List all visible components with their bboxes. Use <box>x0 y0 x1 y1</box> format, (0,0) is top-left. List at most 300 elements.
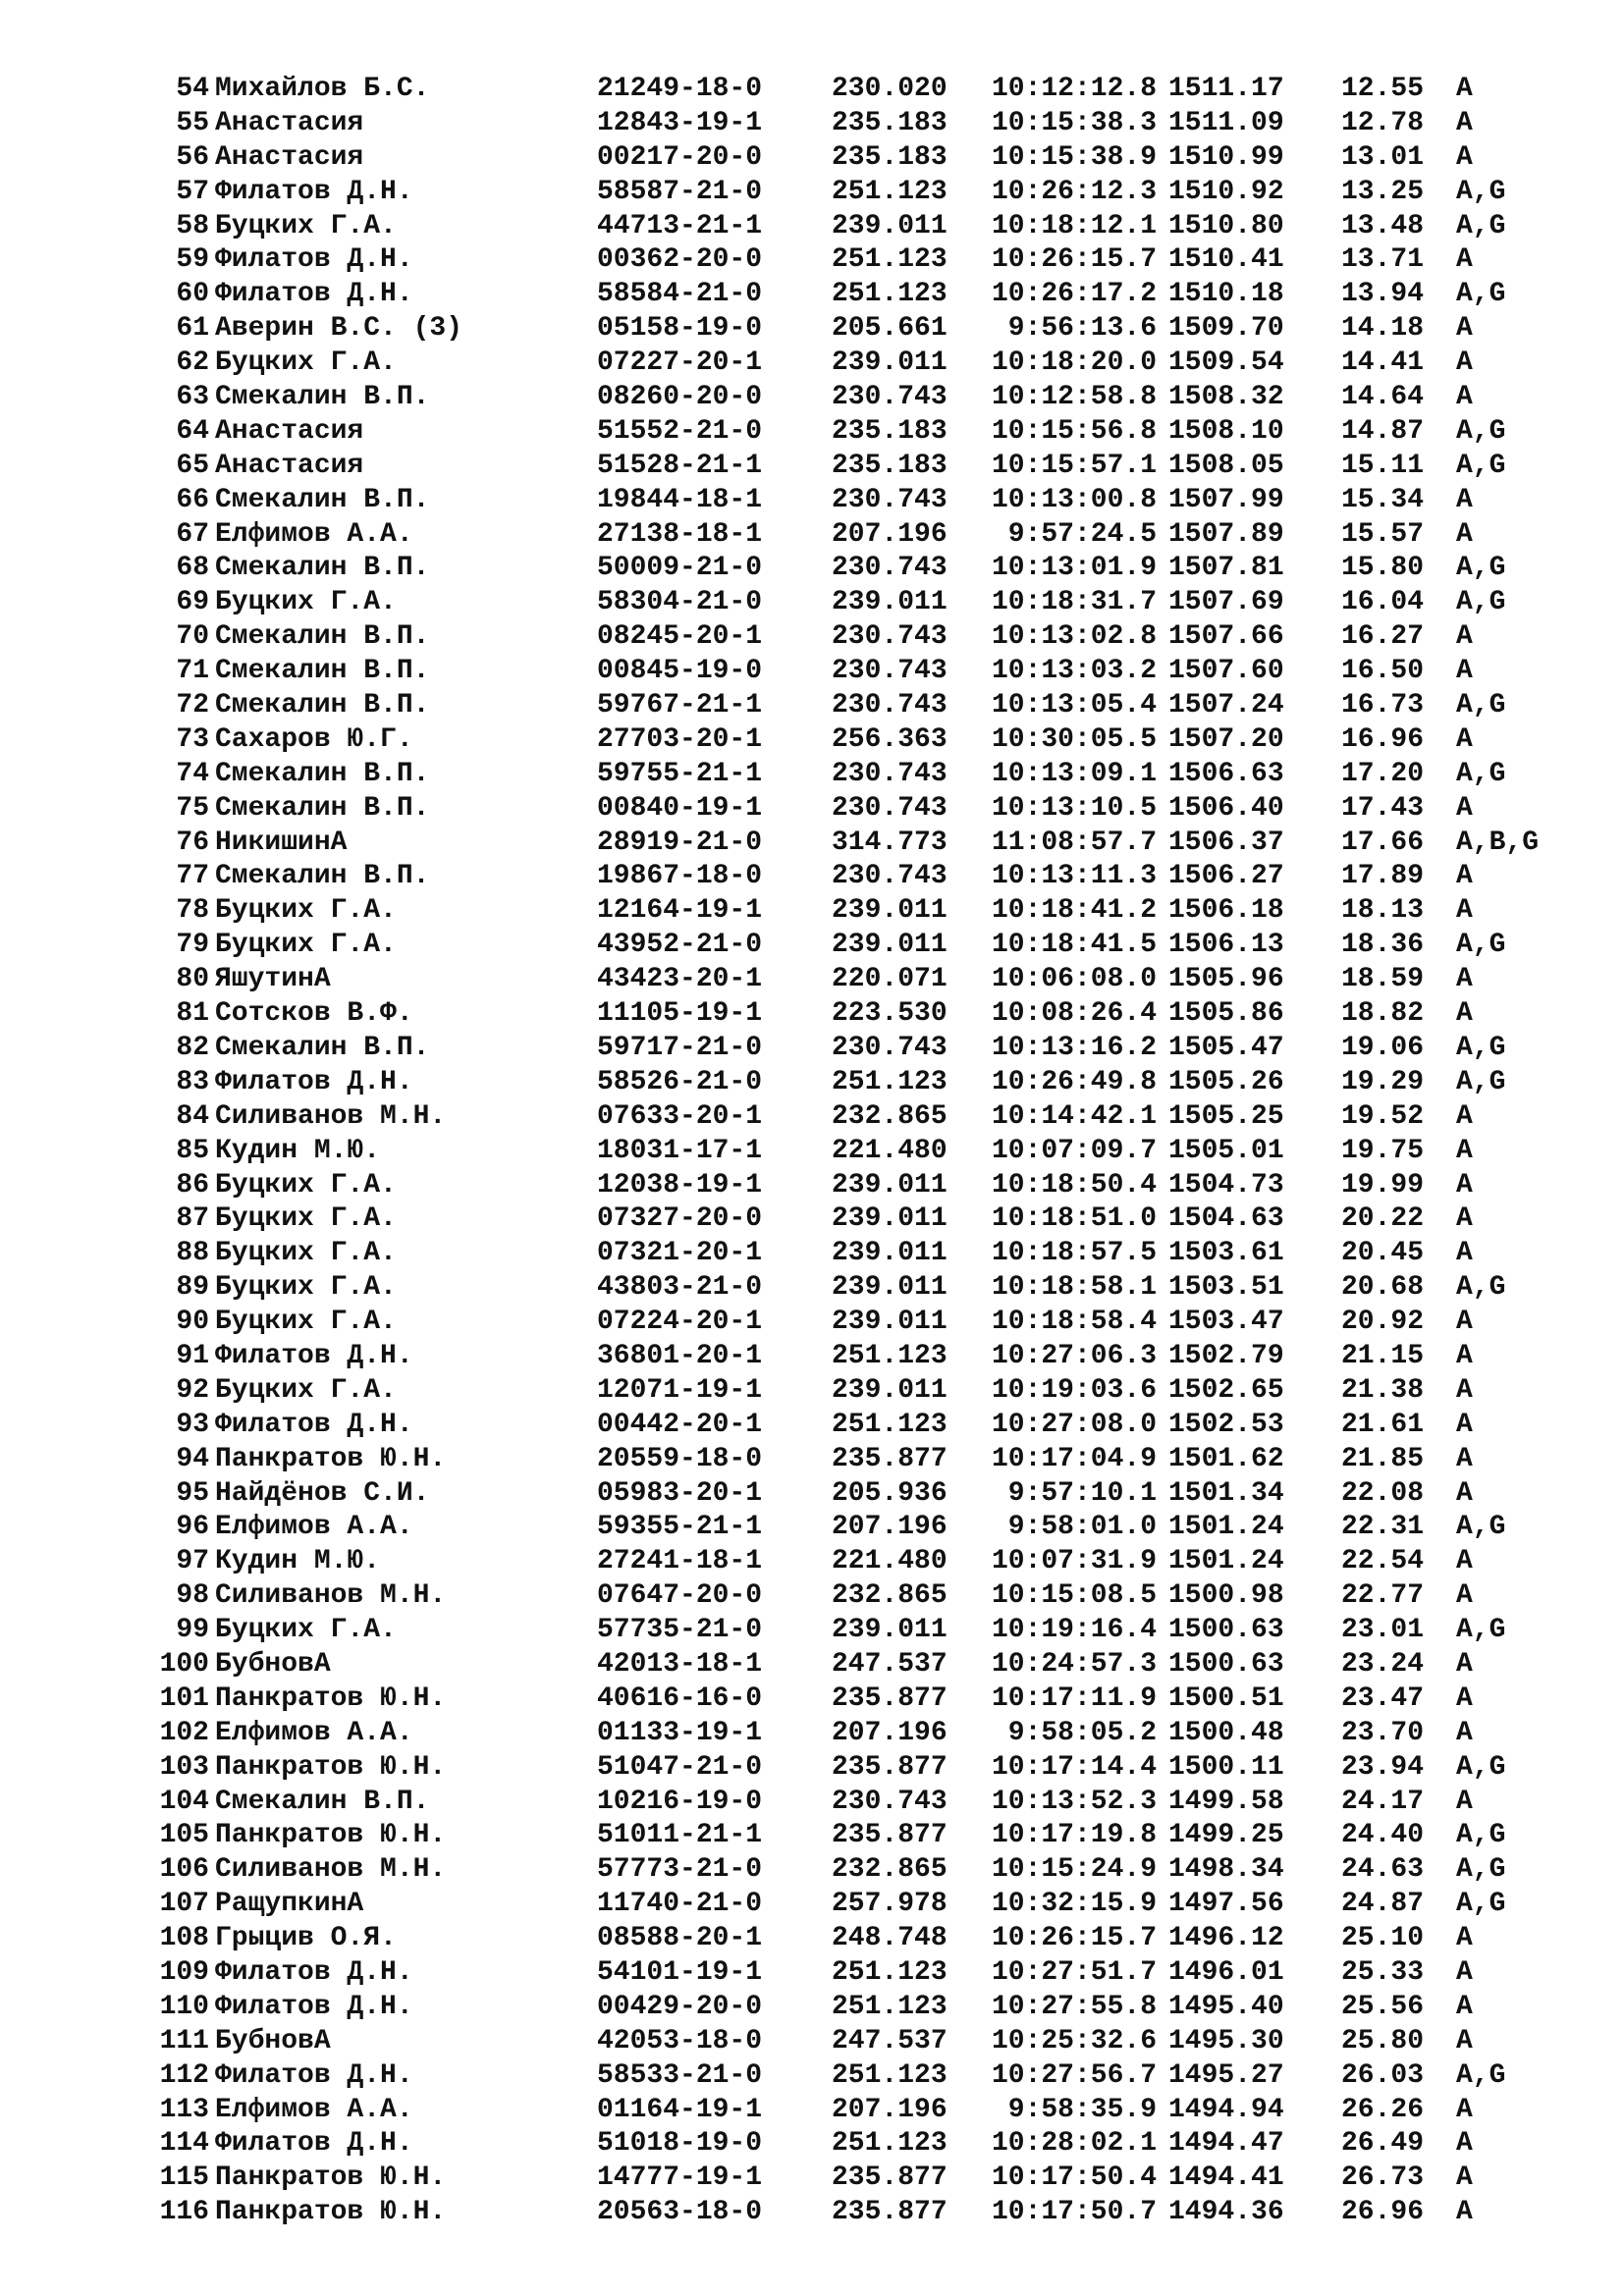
table-row <box>137 2059 1591 2094</box>
table-row <box>137 1853 1591 1888</box>
row-time: 10:17:50.4 <box>991 2163 1157 2194</box>
table-row <box>137 860 1591 894</box>
row-flags: A <box>1456 861 1473 892</box>
row-flags: A,G <box>1456 1820 1506 1851</box>
row-name: Смекалин В.П. <box>215 1786 430 1817</box>
row-time: 10:15:38.9 <box>991 141 1157 173</box>
table-row <box>137 2127 1591 2162</box>
row-val: 1505.47 <box>1168 1032 1284 1063</box>
row-rank: 80 <box>176 964 209 995</box>
row-code: 07321-20-1 <box>597 1238 763 1269</box>
row-code: 14777-19-1 <box>597 2163 763 2194</box>
row-code: 00442-20-1 <box>597 1409 763 1440</box>
row-code: 51552-21-0 <box>597 415 763 447</box>
table-row <box>137 1135 1591 1169</box>
row-val: 1503.61 <box>1168 1238 1284 1269</box>
row-az: 207.196 <box>832 518 947 550</box>
row-dist: 17.43 <box>1341 792 1425 824</box>
row-time: 10:19:16.4 <box>991 1615 1157 1646</box>
row-az: 239.011 <box>832 347 947 379</box>
row-flags: A <box>1456 1580 1473 1612</box>
table-row <box>137 1443 1591 1477</box>
row-rank: 69 <box>176 587 209 618</box>
table-row <box>137 792 1591 827</box>
row-val: 1495.40 <box>1168 1991 1284 2022</box>
table-row <box>137 1648 1591 1682</box>
row-dist: 12.55 <box>1341 74 1425 104</box>
table-row <box>137 210 1591 244</box>
row-az: 221.480 <box>832 1135 947 1166</box>
row-code: 00217-20-0 <box>597 141 763 173</box>
row-val: 1502.53 <box>1168 1409 1284 1440</box>
row-dist: 19.75 <box>1341 1135 1425 1166</box>
row-dist: 19.06 <box>1341 1032 1425 1063</box>
row-dist: 22.54 <box>1341 1546 1425 1577</box>
table-row <box>137 586 1591 620</box>
row-name: Смекалин В.П. <box>215 621 430 653</box>
table-row <box>137 176 1591 210</box>
row-flags: A,G <box>1456 1615 1506 1646</box>
row-rank: 107 <box>159 1889 209 1920</box>
row-az: 239.011 <box>832 1238 947 1269</box>
row-val: 1507.24 <box>1168 690 1284 721</box>
row-az: 251.123 <box>832 2128 947 2160</box>
row-code: 12038-19-1 <box>597 1169 763 1201</box>
row-val: 1495.27 <box>1168 2059 1284 2091</box>
row-code: 05158-19-0 <box>597 313 763 345</box>
row-rank: 96 <box>176 1512 209 1543</box>
table-row <box>137 1306 1591 1340</box>
table-row <box>137 1066 1591 1100</box>
row-code: 00845-19-0 <box>597 656 763 687</box>
row-dist: 14.87 <box>1341 415 1425 447</box>
row-time: 10:06:08.0 <box>991 964 1157 995</box>
row-az: 251.123 <box>832 244 947 276</box>
row-time: 10:12:12.8 <box>991 74 1157 104</box>
row-rank: 82 <box>176 1032 209 1063</box>
row-name: Смекалин В.П. <box>215 690 430 721</box>
row-flags: A,G <box>1456 690 1506 721</box>
row-az: 239.011 <box>832 1615 947 1646</box>
row-az: 239.011 <box>832 930 947 961</box>
row-az: 230.743 <box>832 553 947 584</box>
row-name: Силиванов М.Н. <box>215 1100 447 1132</box>
row-dist: 22.31 <box>1341 1512 1425 1543</box>
row-val: 1501.24 <box>1168 1546 1284 1577</box>
row-val: 1502.65 <box>1168 1374 1284 1406</box>
row-flags: A <box>1456 2128 1473 2160</box>
row-dist: 26.73 <box>1341 2163 1425 2194</box>
row-dist: 14.64 <box>1341 382 1425 413</box>
row-dist: 23.47 <box>1341 1682 1425 1714</box>
table-row <box>137 552 1591 586</box>
row-code: 18031-17-1 <box>597 1135 763 1166</box>
row-val: 1507.99 <box>1168 484 1284 515</box>
row-val: 1500.98 <box>1168 1580 1284 1612</box>
row-rank: 113 <box>159 2094 209 2125</box>
row-name: Буцких Г.А. <box>215 1374 397 1406</box>
table-row <box>137 1682 1591 1717</box>
row-val: 1496.01 <box>1168 1956 1284 1988</box>
row-rank: 60 <box>176 279 209 310</box>
row-code: 51011-21-1 <box>597 1820 763 1851</box>
row-az: 230.743 <box>832 621 947 653</box>
row-val: 1505.26 <box>1168 1066 1284 1097</box>
row-val: 1504.63 <box>1168 1203 1284 1235</box>
row-dist: 26.03 <box>1341 2059 1425 2091</box>
row-code: 11740-21-0 <box>597 1889 763 1920</box>
table-row <box>137 1717 1591 1751</box>
row-name: Кудин М.Ю. <box>215 1135 381 1166</box>
row-rank: 59 <box>176 244 209 276</box>
row-dist: 19.29 <box>1341 1066 1425 1097</box>
row-rank: 78 <box>176 895 209 927</box>
row-rank: 93 <box>176 1409 209 1440</box>
row-dist: 23.70 <box>1341 1717 1425 1748</box>
row-time: 10:13:10.5 <box>991 792 1157 824</box>
row-name: Силиванов М.Н. <box>215 1854 447 1886</box>
row-time: 10:13:00.8 <box>991 484 1157 515</box>
row-az: 251.123 <box>832 1066 947 1097</box>
row-dist: 14.18 <box>1341 313 1425 345</box>
row-flags: A,G <box>1456 553 1506 584</box>
table-row <box>137 1545 1591 1579</box>
row-time: 10:18:20.0 <box>991 347 1157 379</box>
row-az: 230.743 <box>832 758 947 789</box>
row-code: 05983-20-1 <box>597 1477 763 1509</box>
row-az: 223.530 <box>832 998 947 1030</box>
row-flags: A,G <box>1456 450 1506 481</box>
row-flags: A <box>1456 1409 1473 1440</box>
row-val: 1506.40 <box>1168 792 1284 824</box>
row-az: 257.978 <box>832 1889 947 1920</box>
row-val: 1510.92 <box>1168 176 1284 207</box>
row-dist: 21.85 <box>1341 1443 1425 1474</box>
row-az: 207.196 <box>832 1512 947 1543</box>
row-dist: 26.49 <box>1341 2128 1425 2160</box>
row-time: 9:57:10.1 <box>1007 1477 1157 1509</box>
row-rank: 90 <box>176 1307 209 1338</box>
row-code: 43952-21-0 <box>597 930 763 961</box>
row-flags: A <box>1456 244 1473 276</box>
row-val: 1503.51 <box>1168 1272 1284 1304</box>
row-name: Елфимов А.А. <box>215 2094 413 2125</box>
row-flags: A <box>1456 347 1473 379</box>
row-dist: 15.11 <box>1341 450 1425 481</box>
row-code: 42053-18-0 <box>597 2025 763 2056</box>
row-val: 1495.30 <box>1168 2025 1284 2056</box>
row-name: Филатов Д.Н. <box>215 1409 413 1440</box>
row-code: 01133-19-1 <box>597 1717 763 1748</box>
row-val: 1500.63 <box>1168 1648 1284 1680</box>
row-az: 248.748 <box>832 1923 947 1954</box>
table-row <box>137 1991 1591 2025</box>
row-code: 58587-21-0 <box>597 176 763 207</box>
row-time: 10:17:19.8 <box>991 1820 1157 1851</box>
row-time: 10:17:50.7 <box>991 2197 1157 2228</box>
row-dist: 16.73 <box>1341 690 1425 721</box>
row-code: 19844-18-1 <box>597 484 763 515</box>
row-name: Филатов Д.Н. <box>215 2128 413 2160</box>
row-az: 232.865 <box>832 1580 947 1612</box>
row-val: 1501.34 <box>1168 1477 1284 1509</box>
row-name: Смекалин В.П. <box>215 656 430 687</box>
row-dist: 16.96 <box>1341 723 1425 755</box>
row-flags: A,G <box>1456 415 1506 447</box>
row-name: Буцких Г.А. <box>215 210 397 241</box>
row-time: 10:18:51.0 <box>991 1203 1157 1235</box>
row-code: 58584-21-0 <box>597 279 763 310</box>
table-row <box>137 107 1591 141</box>
row-code: 36801-20-1 <box>597 1340 763 1371</box>
row-name: Филатов Д.Н. <box>215 2059 413 2091</box>
row-az: 230.020 <box>832 74 947 104</box>
table-row <box>137 1340 1591 1374</box>
row-time: 10:07:31.9 <box>991 1546 1157 1577</box>
row-dist: 13.94 <box>1341 279 1425 310</box>
row-rank: 116 <box>159 2197 209 2228</box>
row-az: 247.537 <box>832 1648 947 1680</box>
row-code: 59767-21-1 <box>597 690 763 721</box>
row-rank: 54 <box>176 74 209 104</box>
row-rank: 65 <box>176 450 209 481</box>
table-row <box>137 1786 1591 1820</box>
row-dist: 13.71 <box>1341 244 1425 276</box>
row-dist: 20.45 <box>1341 1238 1425 1269</box>
row-rank: 103 <box>159 1751 209 1783</box>
row-name: РащупкинА <box>215 1889 364 1920</box>
row-code: 01164-19-1 <box>597 2094 763 2125</box>
table-row <box>137 1888 1591 1922</box>
row-code: 08245-20-1 <box>597 621 763 653</box>
row-name: Филатов Д.Н. <box>215 1066 413 1097</box>
row-val: 1511.17 <box>1168 74 1284 104</box>
row-code: 12071-19-1 <box>597 1374 763 1406</box>
row-code: 43423-20-1 <box>597 964 763 995</box>
row-dist: 17.20 <box>1341 758 1425 789</box>
row-dist: 21.38 <box>1341 1374 1425 1406</box>
row-time: 10:26:15.7 <box>991 1923 1157 1954</box>
row-val: 1501.62 <box>1168 1443 1284 1474</box>
row-flags: A,G <box>1456 758 1506 789</box>
row-val: 1509.70 <box>1168 313 1284 345</box>
row-rank: 109 <box>159 1956 209 1988</box>
row-time: 10:12:58.8 <box>991 382 1157 413</box>
row-dist: 24.17 <box>1341 1786 1425 1817</box>
row-name: НикишинА <box>215 827 348 858</box>
row-dist: 26.96 <box>1341 2197 1425 2228</box>
row-time: 10:27:08.0 <box>991 1409 1157 1440</box>
row-val: 1505.01 <box>1168 1135 1284 1166</box>
row-rank: 85 <box>176 1135 209 1166</box>
row-rank: 74 <box>176 758 209 789</box>
row-code: 59755-21-1 <box>597 758 763 789</box>
row-dist: 12.78 <box>1341 107 1425 138</box>
row-az: 230.743 <box>832 484 947 515</box>
row-rank: 62 <box>176 347 209 379</box>
row-flags: A,B,G <box>1456 827 1540 858</box>
row-dist: 22.08 <box>1341 1477 1425 1509</box>
row-name: Смекалин В.П. <box>215 553 430 584</box>
row-flags: A <box>1456 1169 1473 1201</box>
row-az: 251.123 <box>832 176 947 207</box>
row-flags: A <box>1456 2163 1473 2194</box>
row-code: 58533-21-0 <box>597 2059 763 2091</box>
row-flags: A <box>1456 895 1473 927</box>
row-name: Анастасия <box>215 107 364 138</box>
row-name: Анастасия <box>215 415 364 447</box>
row-val: 1507.81 <box>1168 553 1284 584</box>
row-az: 239.011 <box>832 1307 947 1338</box>
row-code: 43803-21-0 <box>597 1272 763 1304</box>
row-name: Панкратов Ю.Н. <box>215 1751 447 1783</box>
row-code: 00429-20-0 <box>597 1991 763 2022</box>
row-name: Буцких Г.А. <box>215 930 397 961</box>
row-val: 1507.20 <box>1168 723 1284 755</box>
row-time: 10:32:15.9 <box>991 1889 1157 1920</box>
table-row <box>137 347 1591 381</box>
row-az: 235.877 <box>832 1682 947 1714</box>
row-code: 20559-18-0 <box>597 1443 763 1474</box>
row-az: 230.743 <box>832 1786 947 1817</box>
row-name: Сотсков В.Ф. <box>215 998 413 1030</box>
row-code: 40616-16-0 <box>597 1682 763 1714</box>
row-time: 10:13:52.3 <box>991 1786 1157 1817</box>
results-list <box>137 73 1591 2230</box>
row-flags: A,G <box>1456 1889 1506 1920</box>
row-name: БубновА <box>215 2025 331 2056</box>
row-az: 251.123 <box>832 1956 947 1988</box>
row-az: 230.743 <box>832 861 947 892</box>
row-name: Анастасия <box>215 141 364 173</box>
row-rank: 64 <box>176 415 209 447</box>
row-val: 1508.05 <box>1168 450 1284 481</box>
table-row <box>137 1751 1591 1786</box>
row-rank: 99 <box>176 1615 209 1646</box>
row-dist: 23.24 <box>1341 1648 1425 1680</box>
row-rank: 95 <box>176 1477 209 1509</box>
row-dist: 13.01 <box>1341 141 1425 173</box>
row-rank: 115 <box>159 2163 209 2194</box>
row-rank: 100 <box>159 1648 209 1680</box>
row-flags: A <box>1456 1786 1473 1817</box>
row-dist: 16.04 <box>1341 587 1425 618</box>
table-row <box>137 141 1591 176</box>
row-rank: 68 <box>176 553 209 584</box>
row-name: Елфимов А.А. <box>215 518 413 550</box>
row-name: Кудин М.Ю. <box>215 1546 381 1577</box>
row-name: Смекалин В.П. <box>215 484 430 515</box>
row-rank: 111 <box>159 2025 209 2056</box>
row-code: 50009-21-0 <box>597 553 763 584</box>
row-flags: A <box>1456 1238 1473 1269</box>
row-dist: 21.15 <box>1341 1340 1425 1371</box>
row-time: 10:27:55.8 <box>991 1991 1157 2022</box>
row-dist: 24.40 <box>1341 1820 1425 1851</box>
row-name: Смекалин В.П. <box>215 861 430 892</box>
row-dist: 25.80 <box>1341 2025 1425 2056</box>
row-rank: 58 <box>176 210 209 241</box>
row-code: 12843-19-1 <box>597 107 763 138</box>
table-row <box>137 415 1591 450</box>
table-row <box>137 1614 1591 1648</box>
table-row <box>137 381 1591 415</box>
row-name: Филатов Д.Н. <box>215 1956 413 1988</box>
row-az: 239.011 <box>832 1272 947 1304</box>
table-row <box>137 2025 1591 2059</box>
row-val: 1494.94 <box>1168 2094 1284 2125</box>
table-row <box>137 2094 1591 2128</box>
row-rank: 102 <box>159 1717 209 1748</box>
row-rank: 86 <box>176 1169 209 1201</box>
table-row <box>137 484 1591 518</box>
row-val: 1496.12 <box>1168 1923 1284 1954</box>
row-rank: 57 <box>176 176 209 207</box>
row-time: 10:13:16.2 <box>991 1032 1157 1063</box>
row-name: Сахаров Ю.Г. <box>215 723 413 755</box>
row-flags: A <box>1456 1546 1473 1577</box>
row-rank: 105 <box>159 1820 209 1851</box>
row-time: 10:18:57.5 <box>991 1238 1157 1269</box>
row-code: 07647-20-0 <box>597 1580 763 1612</box>
row-rank: 94 <box>176 1443 209 1474</box>
row-flags: A,G <box>1456 1066 1506 1097</box>
row-code: 20563-18-0 <box>597 2197 763 2228</box>
row-val: 1499.58 <box>1168 1786 1284 1817</box>
row-val: 1506.37 <box>1168 827 1284 858</box>
row-dist: 23.94 <box>1341 1751 1425 1783</box>
row-name: Буцких Г.А. <box>215 347 397 379</box>
row-time: 9:57:24.5 <box>1007 518 1157 550</box>
row-az: 230.743 <box>832 382 947 413</box>
row-flags: A,G <box>1456 1512 1506 1543</box>
row-code: 54101-19-1 <box>597 1956 763 1988</box>
row-flags: A,G <box>1456 930 1506 961</box>
row-flags: A <box>1456 2197 1473 2228</box>
row-dist: 20.92 <box>1341 1307 1425 1338</box>
row-flags: A <box>1456 141 1473 173</box>
row-val: 1510.80 <box>1168 210 1284 241</box>
row-flags: A <box>1456 723 1473 755</box>
row-val: 1506.18 <box>1168 895 1284 927</box>
row-name: Буцких Г.А. <box>215 1203 397 1235</box>
row-flags: A,G <box>1456 176 1506 207</box>
row-code: 59717-21-0 <box>597 1032 763 1063</box>
row-az: 230.743 <box>832 690 947 721</box>
row-az: 239.011 <box>832 895 947 927</box>
row-az: 205.661 <box>832 313 947 345</box>
row-flags: A <box>1456 1648 1473 1680</box>
row-val: 1511.09 <box>1168 107 1284 138</box>
row-name: Анастасия <box>215 450 364 481</box>
row-rank: 92 <box>176 1374 209 1406</box>
row-rank: 66 <box>176 484 209 515</box>
row-az: 232.865 <box>832 1100 947 1132</box>
row-az: 207.196 <box>832 2094 947 2125</box>
row-code: 51018-19-0 <box>597 2128 763 2160</box>
row-az: 239.011 <box>832 587 947 618</box>
row-flags: A <box>1456 1682 1473 1714</box>
row-rank: 112 <box>159 2059 209 2091</box>
table-row <box>137 450 1591 484</box>
row-time: 10:27:51.7 <box>991 1956 1157 1988</box>
row-val: 1504.73 <box>1168 1169 1284 1201</box>
row-name: Смекалин В.П. <box>215 758 430 789</box>
row-dist: 24.87 <box>1341 1889 1425 1920</box>
row-rank: 83 <box>176 1066 209 1097</box>
row-dist: 19.99 <box>1341 1169 1425 1201</box>
row-name: Панкратов Ю.Н. <box>215 1443 447 1474</box>
